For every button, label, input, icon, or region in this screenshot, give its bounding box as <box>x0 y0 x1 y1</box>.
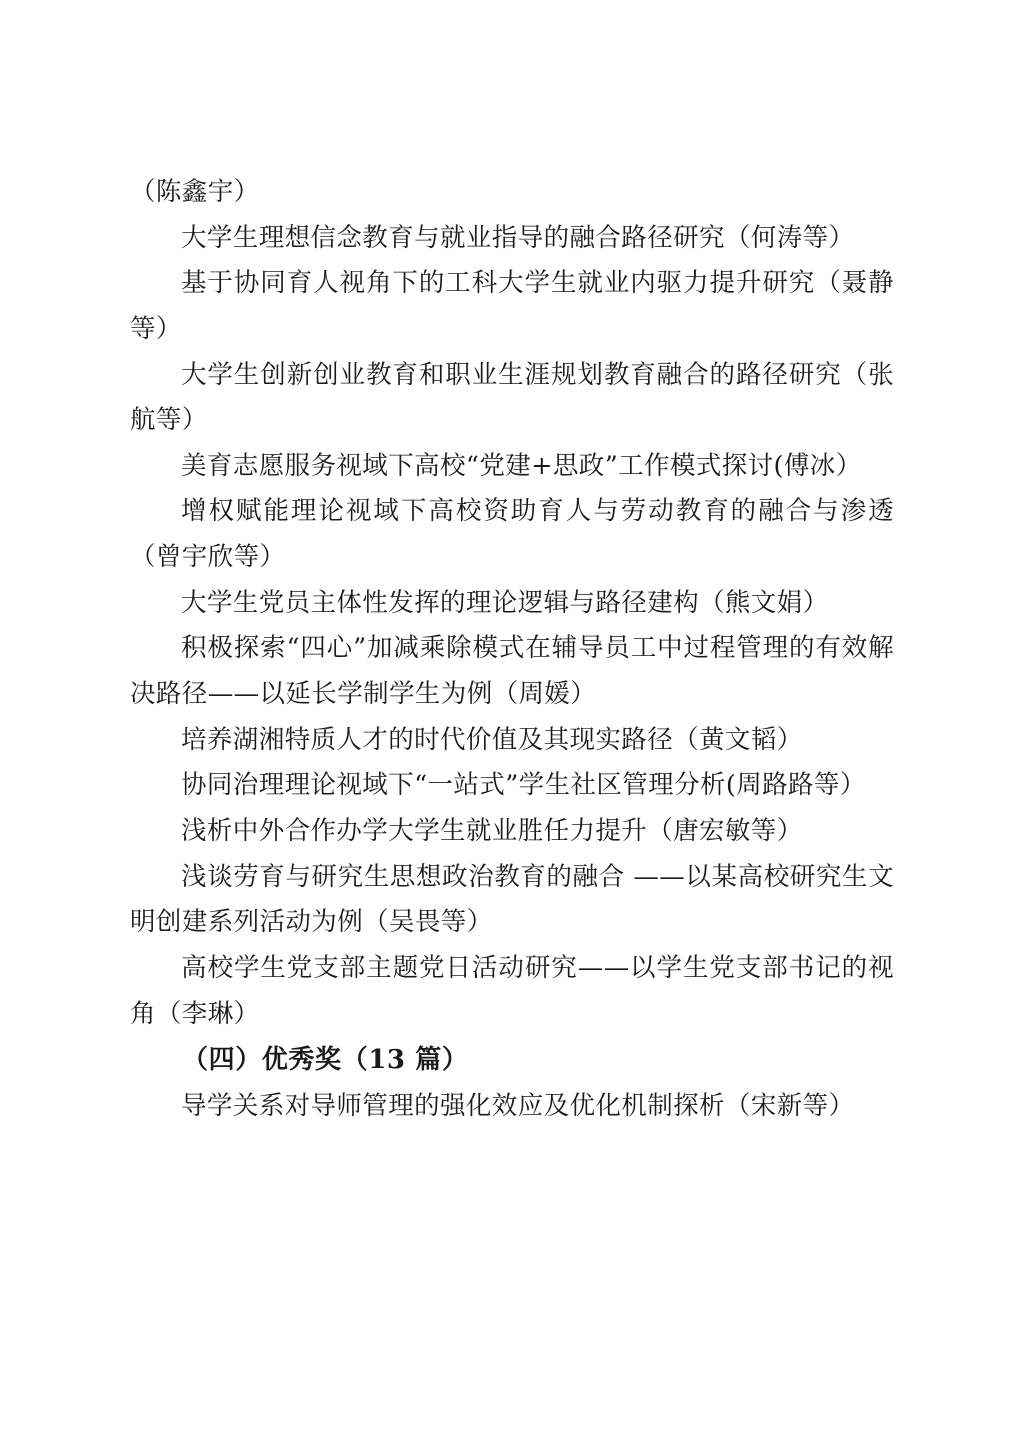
list-item: 大学生创新创业教育和职业生涯规划教育融合的路径研究（张航等） <box>130 359 894 436</box>
list-item: 大学生理想信念教育与就业指导的融合路径研究（何涛等） <box>181 222 855 253</box>
list-item: 高校学生党支部主题党日活动研究——以学生党支部书记的视角（李琳） <box>130 952 894 1029</box>
list-item: 增权赋能理论视域下高校资助育人与劳动教育的融合与渗透（曾宇欣等） <box>130 496 894 573</box>
list-item: 基于协同育人视角下的工科大学生就业内驱力提升研究（聂静等） <box>130 268 894 344</box>
paragraph-author-continuation: （陈鑫宇） <box>130 177 260 207</box>
list-item: 导学关系对导师管理的强化效应及优化机制探析（宋新等） <box>181 1090 855 1121</box>
list-item: 浅谈劳育与研究生思想政治教育的融合 ——以某高校研究生文明创建系列活动为例（吴畏等） <box>130 861 894 938</box>
list-item: 浅析中外合作办学大学生就业胜任力提升（唐宏敏等） <box>181 815 803 846</box>
section-heading: （四）优秀奖（13 篇） <box>182 1045 469 1076</box>
list-item: 美育志愿服务视域下高校“党建+思政”工作模式探讨(傅冰） <box>181 450 862 481</box>
document-body <box>130 170 894 1129</box>
list-item: 培养湖湘特质人才的时代价值及其现实路径（黄文韬） <box>181 724 803 755</box>
list-item: 协同治理理论视域下“一站式”学生社区管理分析(周路路等） <box>181 770 866 801</box>
list-item: 大学生党员主体性发挥的理论逻辑与路径建构（熊文娟） <box>181 587 829 618</box>
list-item: 积极探索“四心”加减乘除模式在辅导员工中过程管理的有效解决路径——以延长学制学生为例（周媛） <box>130 633 894 710</box>
